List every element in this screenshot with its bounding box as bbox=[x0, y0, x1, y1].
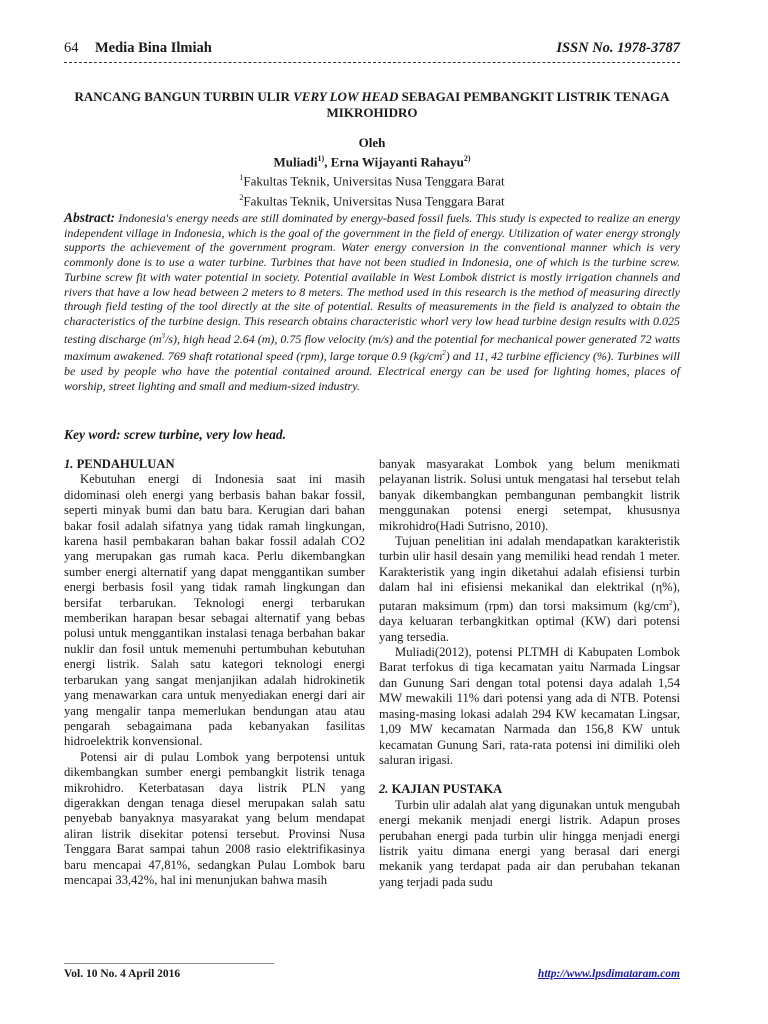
header-divider bbox=[64, 62, 680, 63]
paragraph: Kebutuhan energi di Indonesia saat ini masih didominasi oleh energi yang berbasis bahan bakar fossil, seperti minyak bumi dan batu bara. Kerugian dari bahan bakar fosil adalah sifatnya yang tidak ramah lingkungan, karena hasil pembakaran bahan bakar fossil adalah CO2 yang merupakan gas rumah kaca. Perlu dikembangkan sumber energi alternatif yang dapat menggantikan sumber energi berbasis fosil yang tidak ramah lingkungan dan bersifat terbarukan. Teknologi energi terbarukan memberikan harapan besar sebagai alternatif yang bebas polusi untuk menggantikan instalasi tenaga berbahan bakar nuklir dan fosil untuk memenuhi pertumbuhan kebutuhan energi listrik. Salah satu kategori teknologi energi terbarukan yang sangat menjanjikan adalah hidrokinetik yang menawarkan cara untuk menyediakan energi dari air yang mengalir tanpa memerlukan bendungan atau atau pengarah sebagaimana pada kebanyakan fasilitas hidroelektrik konvensional. bbox=[64, 472, 365, 749]
paragraph-research-goal bbox=[379, 534, 680, 645]
author-block bbox=[64, 135, 680, 209]
affiliation-2-sup: 2 bbox=[239, 192, 244, 202]
oleh-label: Oleh bbox=[358, 135, 386, 150]
issn-number: ISSN No. 1978-3787 bbox=[556, 40, 680, 56]
author-1: Muliadi bbox=[273, 154, 318, 170]
title-italic-part: VERY LOW HEAD bbox=[293, 89, 399, 104]
abstract-text-b: /s), high head 2.64 (m), 0.75 flow velocity (m/s) and the potential for mechanical power generated 72 watts maximum awakened. 769 shaft rotational speed (rpm), large torque 0.9 (kg/cm bbox=[64, 331, 680, 364]
abstract-label: Abstract: bbox=[64, 210, 116, 225]
keywords: Key word: screw turbine, very low head. bbox=[64, 427, 286, 442]
page-number: 64 bbox=[64, 40, 79, 56]
paper-title bbox=[64, 89, 680, 121]
section-2-title: KAJIAN PUSTAKA bbox=[388, 782, 503, 797]
affiliation-2-text: Fakultas Teknik, Universitas Nusa Tenggara Barat bbox=[243, 192, 505, 208]
running-header bbox=[64, 40, 680, 62]
paragraph: Turbin ulir adalah alat yang digunakan untuk mengubah energi mekanik menjadi energi listrik. Adapun proses perubahan energi pada turbin ulir hingga menjadi energi listrik yaitu dimana energi yang berasal dari energi mekanik yang terdapat pada air dan perubahan tekanan yang terjadi pada sudu bbox=[379, 797, 680, 889]
abstract-text-a: Indonesia's energy needs are still dominated by energy-based fossil fuels. This study is expected to realize an energy independent village in Indonesia, which is the goal of the government in the field of energy. Utilization of water energy strongly supports the achievement of the government program. Water energy conversion in the conventional manner which is very commonly done is to use a water turbine. Turbines that have not been studied in Indonesia, one of which is the turbine screw. Turbine screw fit with water potential in society. Potential available in West Lombok district is mostly irrigation channels and rivers that have a low head between 2 meters to 8 meters. The method used in this research is the method of measuring directly through field testing of the tool directly at the site of potential. Results of measurements in the field is analyzed to obtain the characteristics of the turbine design. This research obtains characteristic whorl very low head turbine design results with 0.025 testing discharge (m bbox=[64, 211, 680, 346]
title-part-2: SEBAGAI PEMBANGKIT LISTRIK TENAGA MIKROHIDRO bbox=[326, 89, 670, 120]
paragraph: Muliadi(2012), potensi PLTMH di Kabupaten Lombok Barat terfokus di tiga kecamatan yaitu Narmada Lingsar dan Gunung Sari dengan total potensi daya adalah 1,54 MW mewakili 11% dari potensi yang ada di NTB. Potensi masing-masing lokasi adalah 294 KW kecamatan Lingsar, 1,09 MW kecamatan Narmada dan 156,8 KW untuk kecamatan Gunung Sari, rata-rata potensi ini dimiliki oleh saluran irigasi. bbox=[379, 645, 680, 767]
journal-name: Media Bina Ilmiah bbox=[95, 40, 212, 56]
abstract-sup-b: 2 bbox=[442, 349, 446, 358]
affiliation-1-sup: 1 bbox=[239, 173, 244, 183]
section-1-number: 1. bbox=[64, 457, 74, 471]
author-2-sup: 2) bbox=[463, 154, 471, 163]
author-separator: , bbox=[324, 154, 331, 170]
paragraph: Potensi air di pulau Lombok yang berpotensi untuk dikembangkan sumber energi pembangkit listrik tenaga mikrohidro. Keterbatasan daya listrik PLN yang digerakkan dengan tenaga diesel merupakan salah satu penyebab banyaknya masyarakat yang belum mendapat aliran listrik disekitar potensi tersebut. Provinsi Nusa Tenggara Barat sampai tahun 2008 rasio elektrifikasinya baru mencapai 47,81%, sedangkan Pulau Lombok baru mencapai 33,42%, hal ini menunjukan bahwa masih bbox=[64, 749, 365, 887]
author-1-sup: 1) bbox=[317, 154, 325, 163]
paragraph: banyak masyarakat Lombok yang belum menikmati pelayanan listrik. Solusi untuk mengatasi hal tersebut telah banyak dikembangkan pembangunan pembangkit listrik menggunakan potensi energi setempat, khususnya mikrohidro(Hadi Sutrisno, 2010). bbox=[379, 457, 680, 533]
paragraph-text-a: Tujuan penelitian ini adalah mendapatkan karakteristik turbin ulir hasil desain yang memiliki head rendah 1 meter. Karakteristik yang ingin diketahui adalah efisiensi turbin dalam hal ini efisiensi mekanikal dan elektrikal (η%), putaran maksimum (rpm) dan torsi maksimum (kg/cm bbox=[379, 534, 680, 613]
footer-divider bbox=[64, 963, 274, 964]
section-heading-pendahuluan bbox=[64, 457, 365, 472]
section-1-title: PENDAHULUAN bbox=[73, 457, 175, 471]
affiliation-1 bbox=[64, 170, 680, 189]
left-column bbox=[64, 457, 365, 888]
right-column bbox=[379, 457, 680, 890]
abstract bbox=[64, 211, 680, 393]
author-names bbox=[64, 151, 680, 170]
paragraph-text-b: ), daya keluaran terbangkitkan optimal (KW) dari potensi yang tersedia. bbox=[379, 598, 680, 644]
affiliation-1-text: Fakultas Teknik, Universitas Nusa Tenggara Barat bbox=[243, 173, 505, 189]
section-heading-kajian-pustaka bbox=[379, 782, 680, 797]
affiliation-2 bbox=[64, 190, 680, 209]
author-2: Erna Wijayanti Rahayu bbox=[330, 154, 464, 170]
abstract-text-c: ) and 11, 42 turbine efficiency (%). Turbines will be used by people who have the potential contained around. Electrical energy can be used for lighting homes, places of worship, street lighting and small and medium-sized industry. bbox=[64, 349, 680, 393]
footer-volume: Vol. 10 No. 4 April 2016 bbox=[64, 968, 181, 980]
abstract-sup-a: 3 bbox=[161, 331, 166, 340]
paragraph-sup: 2 bbox=[669, 598, 673, 607]
footer-url-link[interactable]: http://www.lpsdimataram.com bbox=[537, 968, 680, 980]
title-part-1: RANCANG BANGUN TURBIN ULIR bbox=[74, 89, 294, 104]
section-gap bbox=[379, 768, 680, 782]
section-2-number: 2. bbox=[379, 782, 389, 797]
